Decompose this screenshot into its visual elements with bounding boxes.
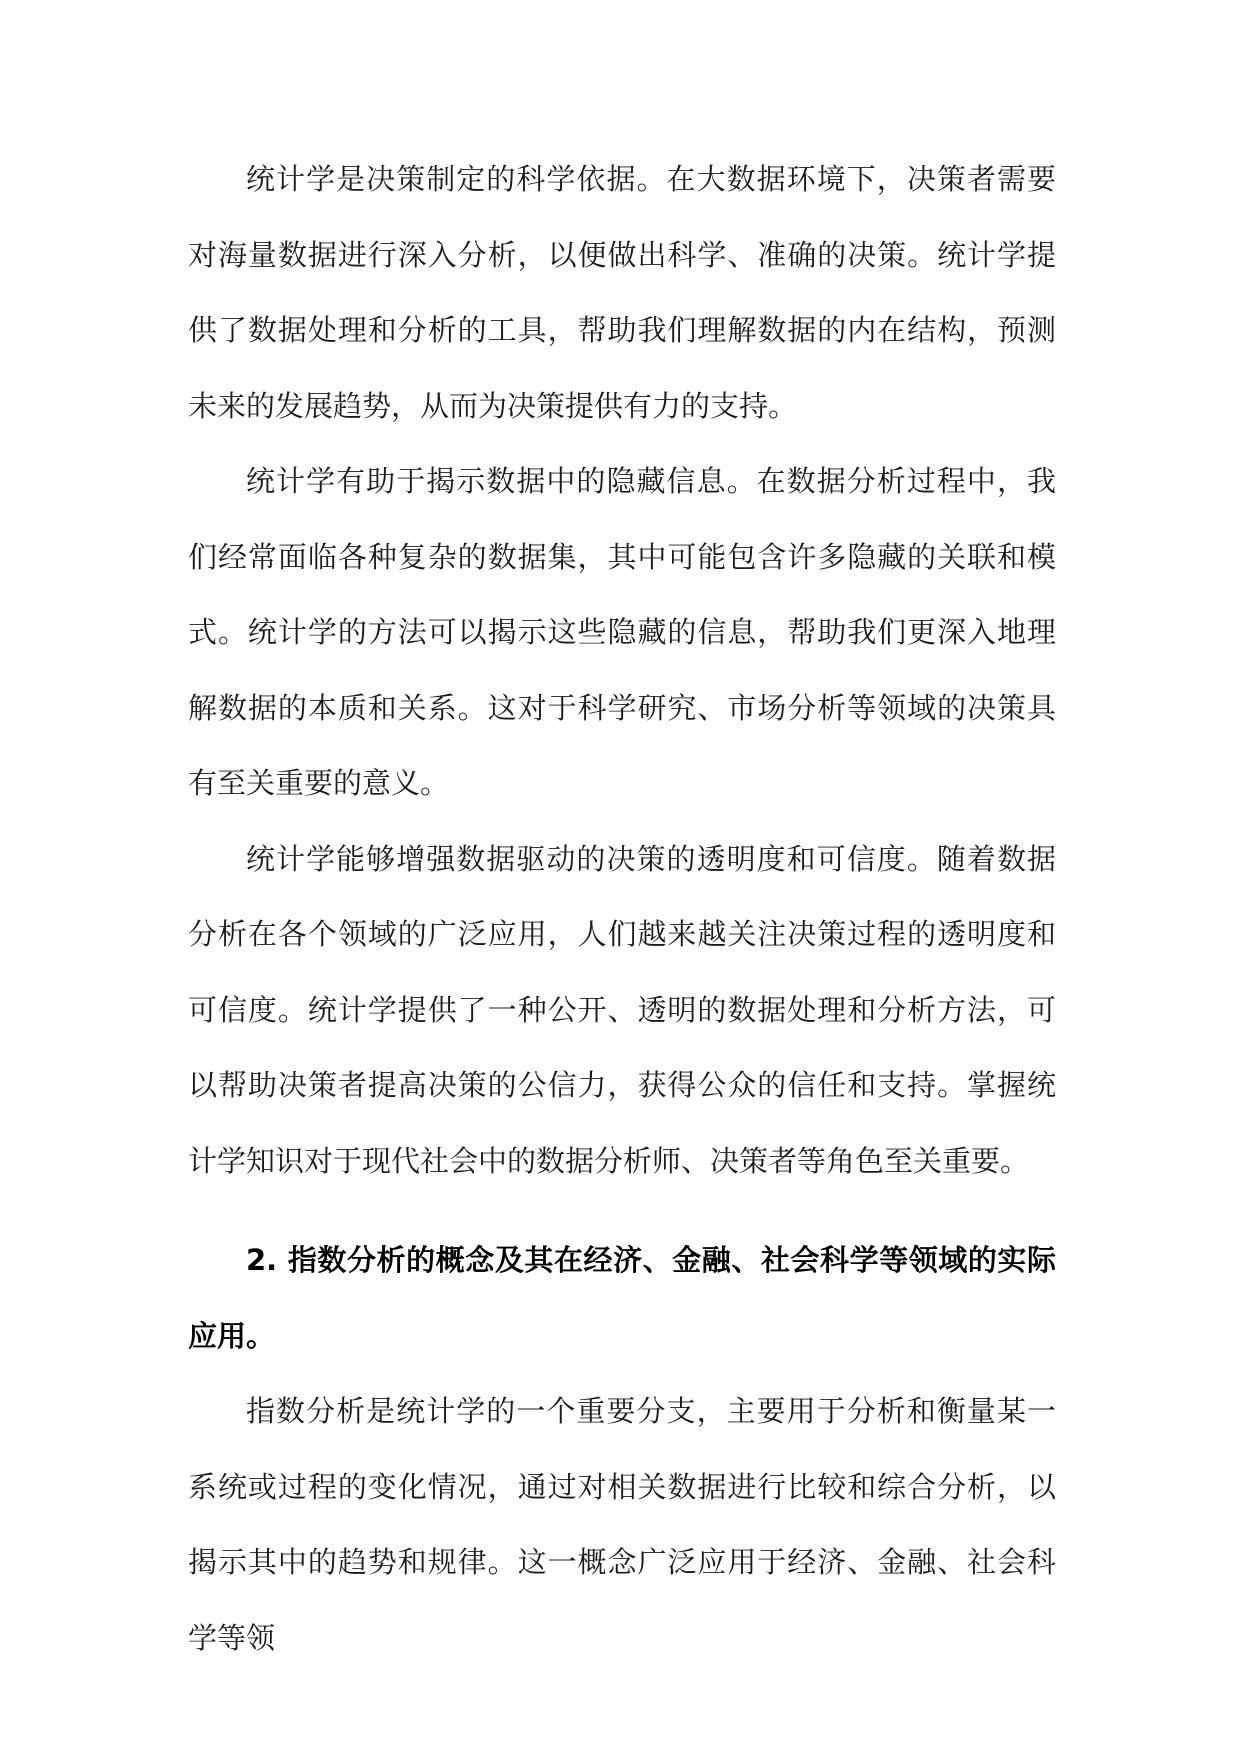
section-heading: 2. 指数分析的概念及其在经济、金融、社会科学等领域的实际应用。 — [188, 1243, 1056, 1353]
paragraph-transparency: 统计学能够增强数据驱动的决策的透明度和可信度。随着数据分析在各个领域的广泛应用，人们越来越关注决策过程的透明度和可信度。统计学提供了一种公开、透明的数据处理和分析方法，可以帮助决策者提高决策的公信力，获得公众的信任和支持。掌握统计学知识对于现代社会中的数据分析师、决策者等角色至关重要。 — [188, 841, 1056, 1178]
paragraph-decision-basis: 统计学是决策制定的科学依据。在大数据环境下，决策者需要对海量数据进行深入分析，以便做出科学、准确的决策。统计学提供了数据处理和分析的工具，帮助我们理解数据的内在结构，预测未来的发展趋势，从而为决策提供有力的支持。 — [188, 162, 1056, 423]
paragraph-hidden-information: 统计学有助于揭示数据中的隐藏信息。在数据分析过程中，我们经常面临各种复杂的数据集，其中可能包含许多隐藏的关联和模式。统计学的方法可以揭示这些隐藏的信息，帮助我们更深入地理解数据的本质和关系。这对于科学研究、市场分析等领域的决策具有至关重要的意义。 — [188, 464, 1056, 800]
paragraph-index-analysis: 指数分析是统计学的一个重要分支，主要用于分析和衡量某一系统或过程的变化情况，通过对相关数据进行比较和综合分析，以揭示其中的趋势和规律。这一概念广泛应用于经济、金融、社会科学等领 — [188, 1394, 1056, 1655]
document-body — [188, 142, 1056, 1676]
